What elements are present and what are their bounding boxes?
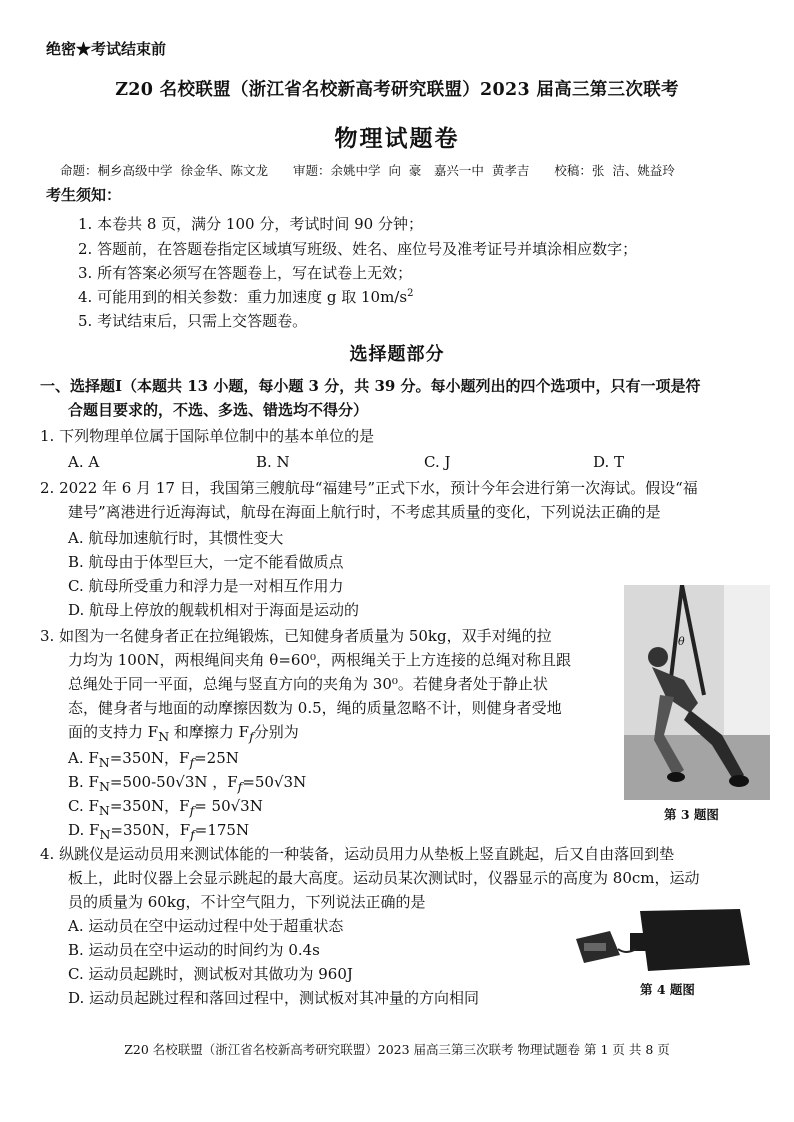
q1-option-c: C. J	[424, 453, 451, 471]
q2-option-a: A. 航母加速航行时，其惯性变大	[68, 529, 284, 547]
staff-credits: 命题：桐乡高级中学 徐金华、陈文龙 审题：余姚中学 向 豪 嘉兴一中 黄孝吉 校稿：张 洁、姚益玲	[60, 163, 675, 178]
notice-item: 3. 所有答案必须写在答题卷上，写在试卷上无效；	[78, 264, 413, 282]
exam-league-title: Z20 名校联盟（浙江省名校新高考研究联盟）2023 届高三第三次联考	[115, 80, 679, 100]
q3-option-d: D. $F_N=350N$，$F_f=175N$	[68, 821, 250, 842]
question-1-stem: 1. 下列物理单位属于国际单位制中的基本单位的是	[40, 427, 375, 445]
q2-option-d: D. 航母上停放的舰载机相对于海面是运动的	[68, 601, 360, 619]
notice-item: 1. 本卷共 8 页，满分 100 分，考试时间 90 分钟；	[78, 215, 423, 233]
question-4-stem-cont: 板上，此时仪器上会显示跳起的最大高度。运动员某次测试时，仪器显示的高度为 80cm，运动	[68, 869, 700, 887]
q4-option-c: C. 运动员起跳时，测试板对其做功为 960J	[68, 965, 353, 983]
q3-option-a: A. $F_N=350N$，$F_f=25N$	[68, 749, 239, 770]
q1-option-d: D. T	[593, 453, 625, 471]
question-2-stem: 2. 2022 年 6 月 17 日，我国第三艘航母“福建号”正式下水，预计今年会进行第一次海试。假设“福	[40, 479, 698, 497]
notice-item: 2. 答题前，在答题卷指定区域填写班级、姓名、座位号及准考证号并填涂相应数字；	[78, 240, 638, 258]
page-title: 物理试题卷	[334, 125, 460, 152]
q1-option-a: A. A	[68, 453, 100, 471]
confidential-label: 绝密★考试结束前	[46, 40, 167, 58]
q4-option-b: B. 运动员在空中运动的时间约为 0.4s	[68, 941, 320, 959]
q2-option-c: C. 航母所受重力和浮力是一对相互作用力	[68, 577, 344, 595]
q4-option-a: A. 运动员在空中运动过程中处于超重状态	[68, 917, 344, 935]
question-2-stem-cont: 建号”离港进行近海海试，航母在海面上航行时，不考虑其质量的变化，下列说法正确的是	[68, 503, 661, 521]
question-3-stem-cont: 总绳处于同一平面，总绳与竖直方向的夹角为 30⁰。若健身者处于静止状	[68, 675, 548, 693]
notice-item: 5. 考试结束后，只需上交答题卷。	[78, 312, 308, 330]
part-instructions: 一、选择题Ⅰ（本题共 13 小题，每小题 3 分，共 39 分。每小题列出的四个选项中，只有一项是符	[40, 377, 701, 395]
question-3-stem-cont: 力均为 100N，两根绳间夹角 θ=60⁰，两根绳关于上方连接的总绳对称且跟	[68, 651, 571, 669]
q2-option-b: B. 航母由于体型巨大，一定不能看做质点	[68, 553, 344, 571]
question-4-stem: 4. 纵跳仪是运动员用来测试体能的一种装备，运动员用力从垫板上竖直跳起，后又自由落回到垫	[40, 845, 675, 863]
figure-3-photo	[624, 585, 770, 800]
q3-option-c: C. $F_N=350N$，$F_f= 50√3N$	[68, 797, 263, 818]
superscript: 2	[407, 288, 414, 299]
q1-option-b: B. N	[256, 453, 290, 471]
q3-option-b: B. $F_N=500-50√3N$ ，$F_f=50√3N$	[68, 773, 307, 794]
fitness-person-illustration	[624, 585, 770, 800]
question-3-stem-cont: 面的支持力 $F_N$ 和摩擦力 $F_f$分别为	[68, 723, 299, 744]
figure-4-jump-tester	[570, 905, 770, 977]
section-heading: 选择题部分	[349, 344, 445, 365]
question-3-stem-cont: 态，健身者与地面的动摩擦因数为 0.5，绳的质量忽略不计，则健身者受地	[68, 699, 562, 717]
question-3-stem: 3. 如图为一名健身者正在拉绳锻炼，已知健身者质量为 50kg，双手对绳的拉	[40, 627, 552, 645]
figure-3-caption: 第 3 题图	[664, 807, 719, 822]
notice-heading: 考生须知：	[46, 186, 122, 204]
notice-item: 4. 可能用到的相关参数：重力加速度 g 取 $10m/s^2$	[78, 288, 414, 306]
page-footer: Z20 名校联盟（浙江省名校新高考研究联盟）2023 届高三第三次联考 物理试题卷 第 1 页 共 8 页	[124, 1042, 670, 1057]
question-4-stem-cont: 员的质量为 60kg，不计空气阻力，下列说法正确的是	[68, 893, 426, 911]
figure-4-caption: 第 4 题图	[640, 982, 695, 997]
part-instructions-cont: 合题目要求的，不选、多选、错选均不得分）	[68, 401, 369, 419]
q4-option-d: D. 运动员起跳过程和落回过程中，测试板对其冲量的方向相同	[68, 989, 480, 1007]
theta-label: θ	[678, 635, 685, 648]
